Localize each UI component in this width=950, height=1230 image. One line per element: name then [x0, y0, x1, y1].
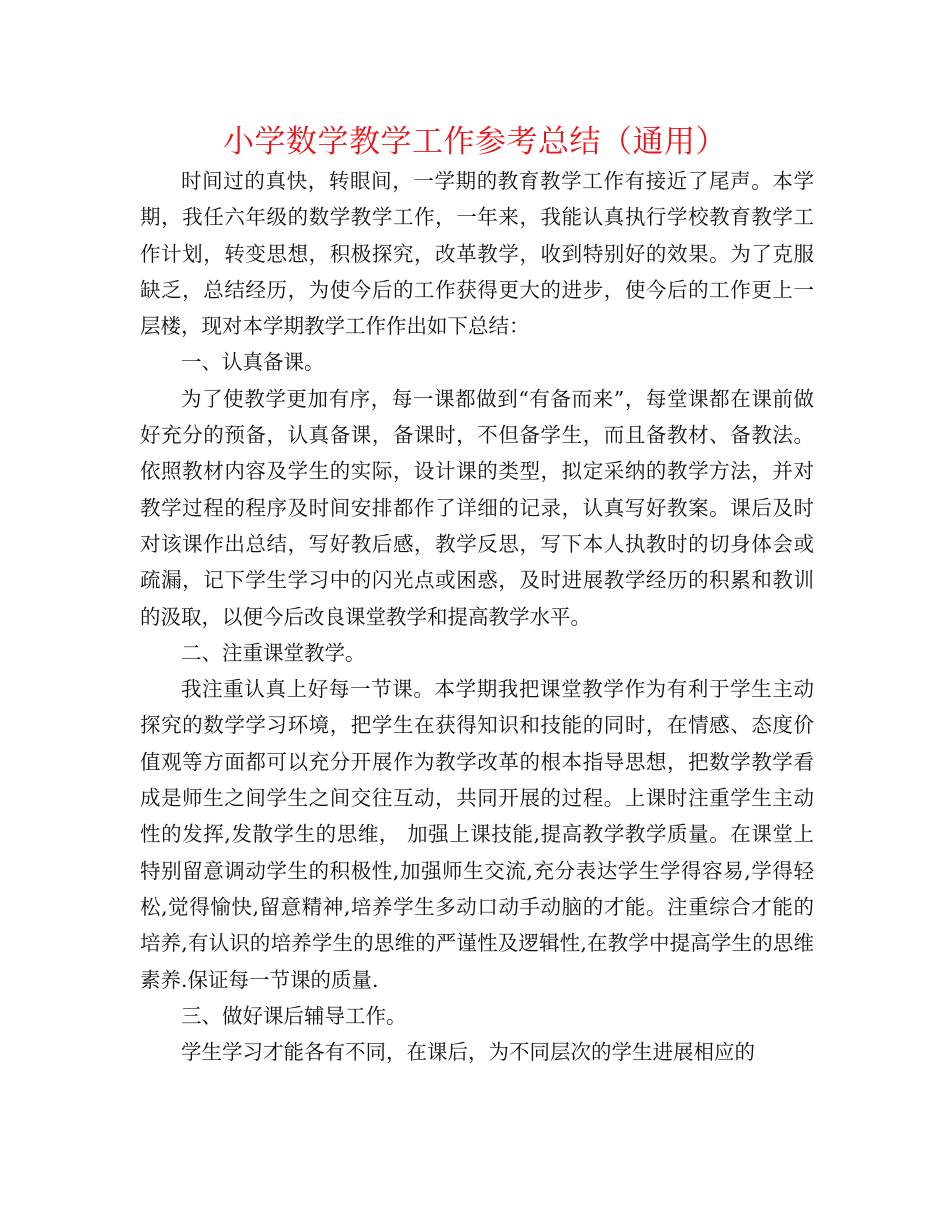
- paragraph-intro: 时间过的真快，转眼间，一学期的教育教学工作有接近了尾声。本学期，我任六年级的数学教学工作，一年来，我能认真执行学校教育教学工作计划，转变思想，积极探究，改革教学，收到特别好的效果。为了克服缺乏，总结经历，为使今后的工作获得更大的进步，使今后的工作更上一层楼，现对本学期教学工作作出如下总结：: [140, 169, 814, 339]
- document-body: [140, 163, 814, 1070]
- document-title: 小学数学教学工作参考总结（通用）: [223, 124, 727, 160]
- paragraph-lesson-prep: 为了使教学更加有序，每一课都做到“有备而来”，每堂课都在课前做好充分的预备，认真备课，备课时，不但备学生，而且备教材、备教法。依照教材内容及学生的实际，设计课的类型，拟定采纳的教学方法，并对教学过程的程序及时间安排都作了详细的记录，认真写好教案。课后及时对该课作出总结，写好教后感，教学反思，写下本人执教时的切身体会或疏漏，记下学生学习中的闪光点或困惑，及时进展教学经历的积累和教训的汲取，以便今后改良课堂教学和提高教学水平。: [140, 386, 814, 629]
- section-heading-3: 三、做好课后辅导工作。: [181, 1003, 407, 1028]
- section-heading-1: 一、认真备课。: [181, 350, 325, 375]
- paragraph-after-class: 学生学习才能各有不同，在课后，为不同层次的学生进展相应的: [181, 1040, 755, 1065]
- section-heading-2: 二、注重课堂教学。: [181, 640, 366, 665]
- paragraph-classroom-teaching: 我注重认真上好每一节课。本学期我把课堂教学作为有利于学生主动探究的数学学习环境，把学生在获得知识和技能的同时，在情感、态度价值观等方面都可以充分开展作为教学改革的根本指导思想，把数学教学看成是师生之间学生之间交往互动，共同开展的过程。上课时注重学生主动性的发挥,发散学生的思维， 加强上课技能,提高教学教学质量。在课堂上特别留意调动学生的积极性,加强师生交流,充分表达学生学得容易,学得轻松,觉得愉快,留意精神,培养学生多动口动手动脑的才能。注重综合才能的培养,有认识的培养学生的思维的严谨性及逻辑性,在教学中提高学生的思维素养.保证每一节课的质量.: [140, 677, 814, 992]
